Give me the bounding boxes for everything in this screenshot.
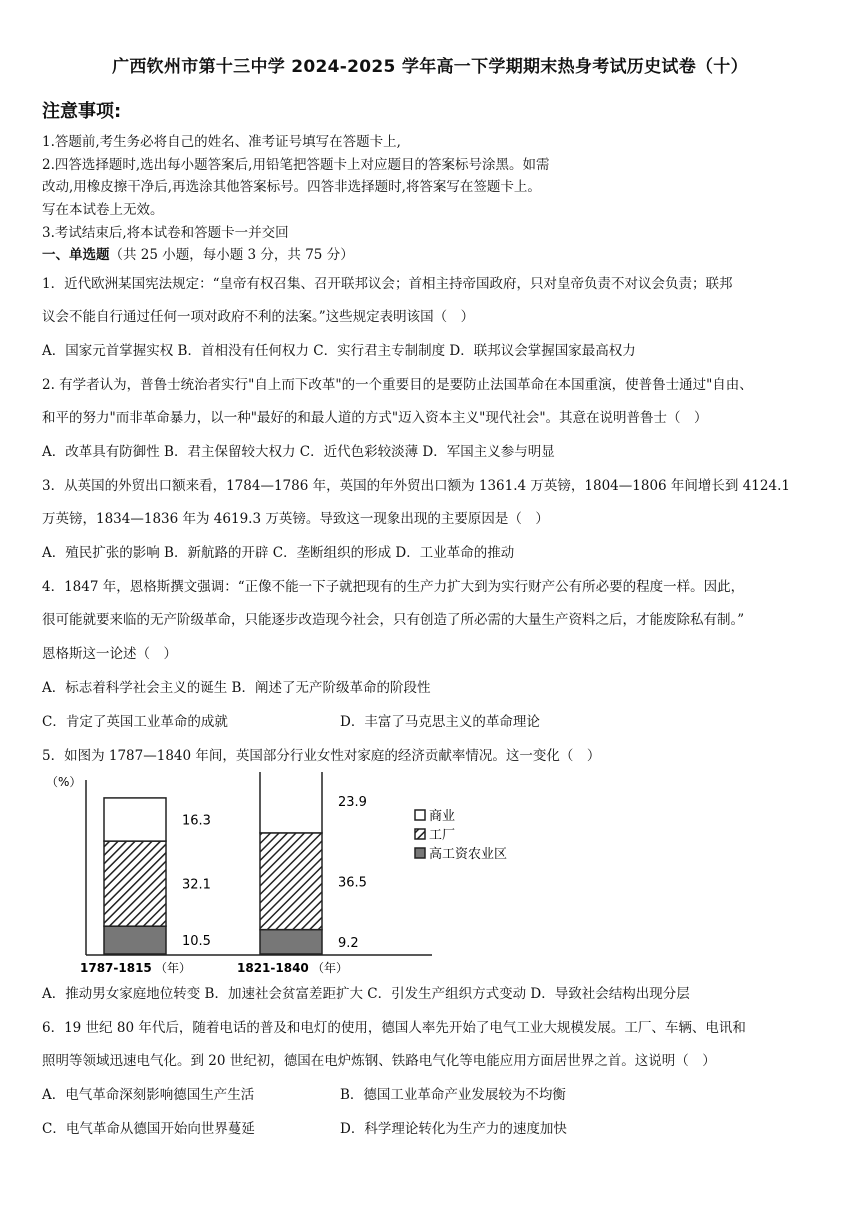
q4-line-1: 4．1847 年，恩格斯撰文强调：“正像不能一下子就把现有的生产力扩大到为实行财产公有所必要的程度一样。因此，	[42, 579, 745, 595]
q3-line-2: 万英镑，1834—1836 年为 4619.3 万英镑。导致这一现象出现的主要原因是（ ）	[42, 511, 549, 527]
x-tick-1: 1787-1815	[80, 961, 152, 975]
q6-option-a: A．电气革命深刻影响德国生产生活	[42, 1087, 255, 1103]
q4-option-c: C．肯定了英国工业革命的成就	[42, 714, 228, 730]
q1-line-1: 1．近代欧洲某国宪法规定：“皇帝有权召集、召开联邦议会；首相主持帝国政府，只对皇帝负责不对议会负责；联邦	[42, 276, 733, 292]
q5-chart-svg	[42, 772, 542, 982]
legend-label-commerce: 商业	[429, 809, 456, 824]
q4-option-d: D．丰富了马克思主义的革命理论	[340, 714, 540, 730]
legend-swatch-agri	[415, 848, 425, 858]
data-label-commerce-1: 16.3	[182, 813, 211, 829]
exam-title: 广西钦州市第十三中学 2024-2025 学年高一下学期期末热身考试历史试卷（十）	[112, 57, 748, 77]
data-label-agri-2: 9.2	[338, 935, 359, 951]
legend-swatch-commerce	[415, 810, 425, 820]
q4-line-2: 很可能就要来临的无产阶级革命，只能逐步改造现今社会，只有创造了所必需的大量生产资料之后，才能废除私有制。”	[42, 612, 745, 628]
q4-options-ab: A．标志着科学社会主义的诞生 B．阐述了无产阶级革命的阶段性	[42, 680, 431, 696]
legend-label-agri: 高工资农业区	[429, 847, 508, 862]
q5-options: A．推动男女家庭地位转变 B．加速社会贫富差距扩大 C．引发生产组织方式变动 D．导致社会结构出现分层	[42, 986, 690, 1002]
section-desc: （共 25 小题，每小题 3 分，共 75 分）	[109, 247, 354, 263]
q6-line-1: 6．19 世纪 80 年代后，随着电话的普及和电灯的使用，德国人率先开始了电气工业大规模发展。工厂、车辆、电讯和	[42, 1020, 746, 1036]
q6-line-2: 照明等领域迅速电气化。到 20 世纪初，德国在电炉炼钢、铁路电气化等电能应用方面居世界之首。这说明（ ）	[42, 1053, 716, 1069]
q6-option-d: D．科学理论转化为生产力的速度加快	[340, 1121, 567, 1137]
legend-label-factory: 工厂	[429, 828, 456, 843]
data-label-factory-1: 32.1	[182, 877, 211, 893]
data-label-agri-1: 10.5	[182, 934, 211, 950]
x-tick-2: 1821-1840	[237, 961, 309, 975]
legend-swatch-factory	[415, 829, 425, 839]
q2-line-2: 和平的努力"而非革命暴力，以一种"最好的和最人道的方式"迈入资本主义"现代社会"。其意在说明普鲁士（ ）	[42, 410, 708, 426]
data-label-commerce-2: 23.9	[338, 795, 367, 811]
data-label-factory-2: 36.5	[338, 875, 367, 891]
q4-line-3: 恩格斯这一论述（ ）	[42, 646, 177, 662]
q6-option-c: C．电气革命从德国开始向世界蔓延	[42, 1121, 255, 1137]
x-unit-1: （年）	[155, 961, 192, 975]
bar-factory-2	[260, 833, 322, 930]
bar-commerce-1	[104, 798, 166, 841]
notice-line-1: 1.答题前,考生务必将自己的姓名、准考证号填写在答题卡上,	[42, 134, 401, 150]
chart-legend	[415, 808, 507, 862]
bar-commerce-2	[260, 772, 322, 833]
bar-agri-1	[104, 926, 166, 954]
chart-ylabel: （%）	[46, 775, 82, 789]
notice-line-3: 改动,用橡皮擦干净后,再选涂其他答案标号。四答非选择题时,将答案写在签题卡上。	[42, 179, 541, 195]
x-unit-2: （年）	[312, 961, 349, 975]
q3-options: A．殖民扩张的影响 B．新航路的开辟 C．垄断组织的形成 D．工业革命的推动	[42, 545, 515, 561]
bar-agri-2	[260, 930, 322, 954]
bar-factory-1	[104, 841, 166, 926]
notice-heading: 注意事项:	[42, 101, 122, 122]
q3-line-1: 3．从英国的外贸出口额来看，1784—1786 年，英国的年外贸出口额为 1361.4 万英镑，1804—1806 年间增长到 4124.1	[42, 478, 790, 494]
q1-line-2: 议会不能自行通过任何一项对政府不利的法案。”这些规定表明该国（ ）	[42, 309, 475, 325]
notice-line-5: 3.考试结束后,将本试卷和答题卡一并交回	[42, 225, 289, 241]
q2-line-1: 2. 有学者认为，普鲁士统治者实行"自上而下改革"的一个重要目的是要防止法国革命在本国重演，使普鲁士通过"自由、	[42, 377, 753, 393]
q2-options: A．改革具有防御性 B．君主保留较大权力 C．近代色彩较淡薄 D．军国主义参与明显	[42, 444, 555, 460]
notice-line-4: 写在本试卷上无效。	[42, 202, 164, 218]
notice-line-2: 2.四答选择题时,选出每小题答案后,用铅笔把答题卡上对应题目的答案标号涂黑。如需	[42, 157, 550, 173]
q1-options: A．国家元首掌握实权 B．首相没有任何权力 C．实行君主专制制度 D．联邦议会掌握国家最高权力	[42, 343, 636, 359]
q6-option-b: B．德国工业革命产业发展较为不均衡	[340, 1087, 566, 1103]
q5-line-1: 5．如图为 1787—1840 年间，英国部分行业女性对家庭的经济贡献率情况。这一变化（ ）	[42, 748, 601, 764]
section-heading	[42, 246, 354, 264]
section-label: 一、单选题	[42, 247, 110, 263]
q5-chart	[42, 772, 542, 982]
